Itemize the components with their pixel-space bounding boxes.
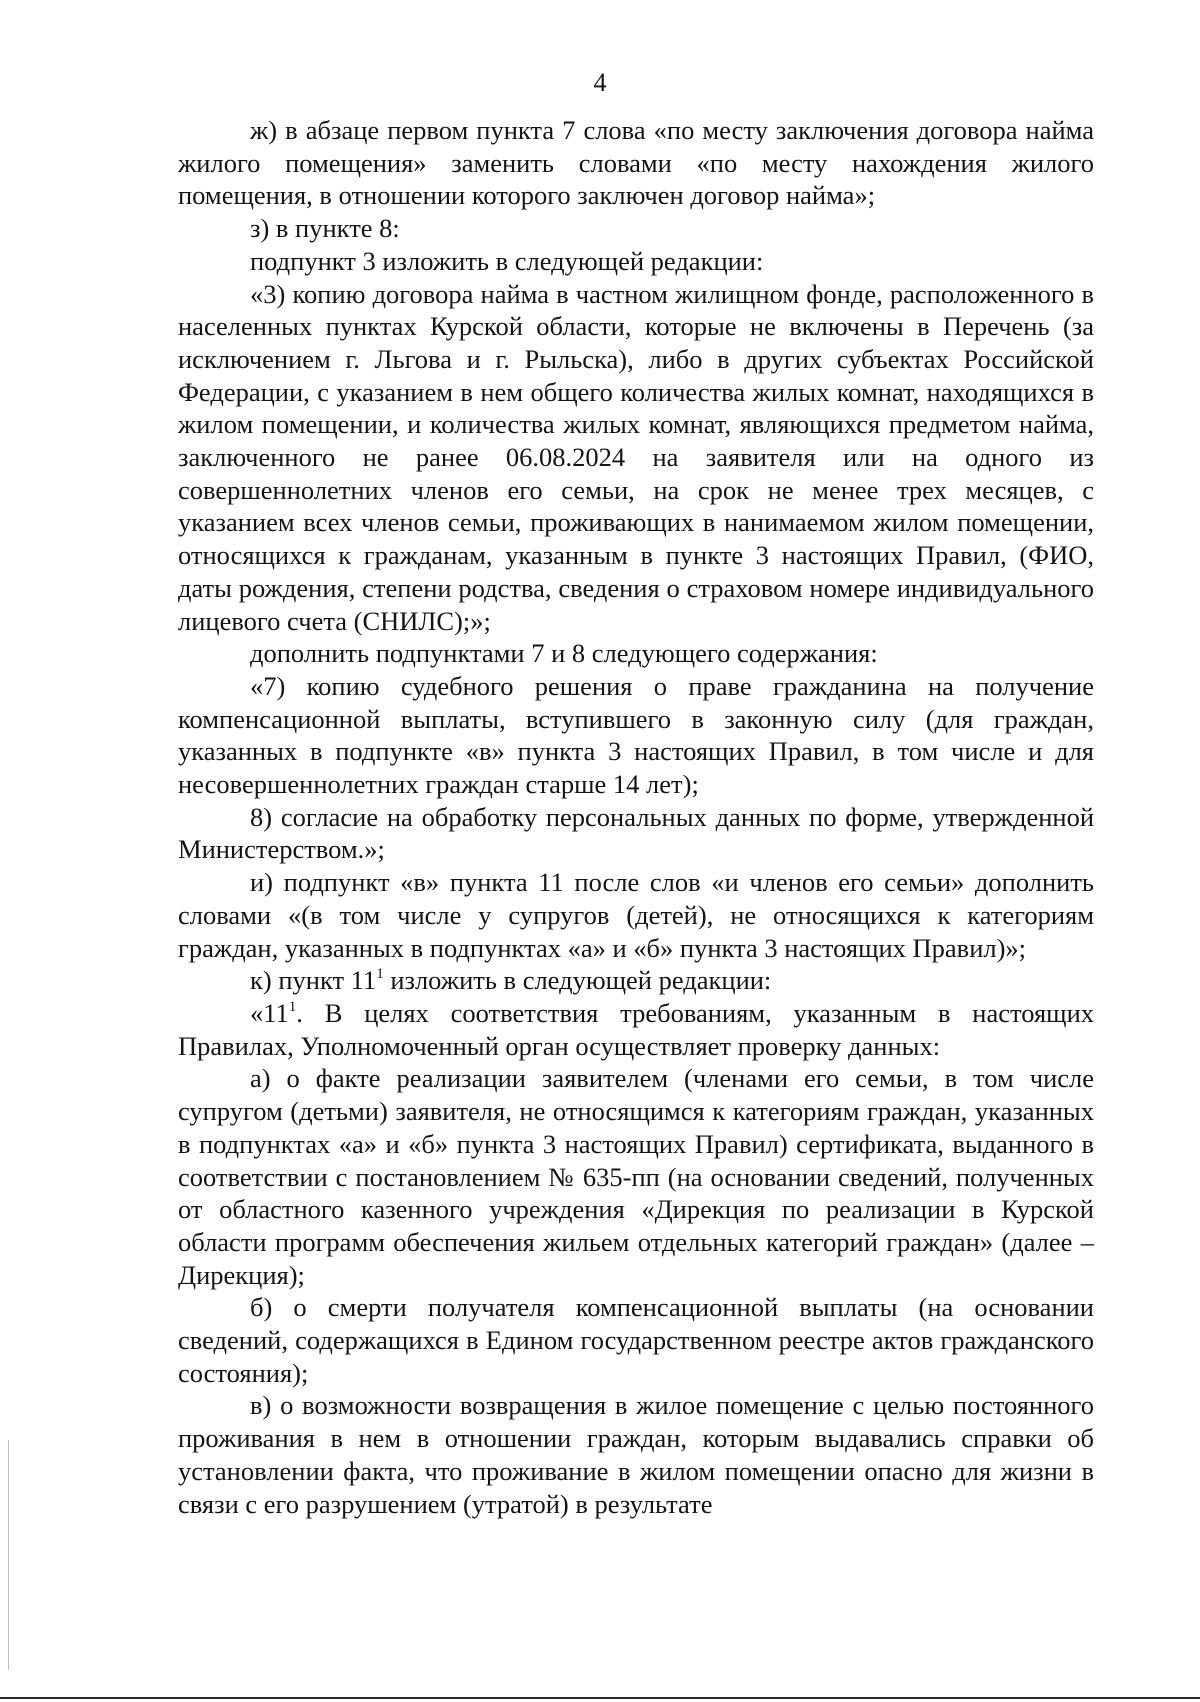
- paragraph-z-add-intro: дополнить подпунктами 7 и 8 следующего содержания:: [250, 638, 878, 669]
- scan-line-bottom: [0, 1697, 1200, 1699]
- paragraph-k-quote-before: «11: [250, 997, 289, 1028]
- paragraph-z: з) в пункте 8:: [250, 213, 400, 244]
- paragraph-z-sub3-text: «3) копию договора найма в частном жилищном фонде, расположенного в населенных пунктах Курской области, которые не включены в Перечень (за исключением г. Льгова и г. Рыльска), либо в других субъектах Российской Федерации, с указанием в нем общего количества жилых комнат, находящихся в жилом помещении, и количества жилых комнат, являющихся предметом найма, заключенного не ранее 06.08.2024 на заявителя или на одного из совершеннолетних членов его семьи, на срок не менее трех месяцев, с указанием всех членов семьи, проживающих в нанимаемом жилом помещении, относящихся к гражданам, указанным в пункте 3 настоящих Правил, (ФИО, даты рождения, степени родства, сведения о страховом номере индивидуального лицевого счета (СНИЛС);»;: [178, 278, 1094, 636]
- paragraph-zh: ж) в абзаце первом пункта 7 слова «по месту заключения договора найма жилого помещения» заменить словами «по месту нахождения жилого помещения, в отношении которого заключен договор найма»;: [178, 115, 1094, 211]
- paragraph-k-before: к) пункт 11: [250, 965, 377, 996]
- paragraph-k: [178, 964, 1094, 997]
- paragraph-k-v: в) о возможности возвращения в жилое помещение с целью постоянного проживания в нем в отношении граждан, которым выдавались справки об установлении факта, что проживание в жилом помещении опасно для жизни в связи с его разрушением (утратой) в результате: [178, 1390, 1094, 1519]
- paragraph-z-add8: 8) согласие на обработку персональных данных по форме, утвержденной Министерством.»;: [178, 801, 1094, 865]
- paragraph-k-after: изложить в следующей редакции:: [383, 965, 772, 996]
- paragraph-k-quote: [178, 997, 1094, 1062]
- paragraph-k-a: а) о факте реализации заявителем (членами его семьи, в том числе супругом (детьми) заявителя, не относящимся к категориям граждан, указанных в подпунктах «а» и «б» пункта 3 настоящих Правил) сертификата, выданного в соответствии с постановлением № 635-пп (на основании сведений, полученных от областного казенного учреждения «Дирекция по реализации в Курской области программ обеспечения жильем отдельных категорий граждан» (далее – Дирекция);: [178, 1063, 1094, 1290]
- paragraph-z-add7: «7) копию судебного решения о праве гражданина на получение компенсационной выплаты, вступившего в законную силу (для граждан, указанных в подпункте «в» пункта 3 настоящих Правил, в том числе и для несовершеннолетних граждан старше 14 лет);: [178, 670, 1094, 800]
- paragraph-k-quote-superscript: 1: [288, 998, 297, 1015]
- paragraph-i: и) подпункт «в» пункта 11 после слов «и членов его семьи» дополнить словами «(в том числе у супругов (детей), не относящихся к категориям граждан, указанных в подпунктах «а» и «б» пункта 3 настоящих Правил)»;: [178, 867, 1094, 963]
- paragraph-z-sub3-intro: подпункт 3 изложить в следующей редакции:: [250, 245, 764, 276]
- page-number: 4: [593, 68, 607, 97]
- document-body: [178, 114, 1094, 1520]
- paragraph-k-quote-after: . В целях соответствия требованиям, указанным в настоящих Правилах, Уполномоченный орган осуществляет проверку данных:: [178, 997, 1094, 1061]
- paragraph-k-b: б) о смерти получателя компенсационной выплаты (на основании сведений, содержащихся в Едином государственном реестре актов гражданского состояния);: [178, 1292, 1094, 1388]
- scan-edge-left: [8, 1440, 9, 1670]
- paragraph-k-superscript: 1: [376, 966, 384, 983]
